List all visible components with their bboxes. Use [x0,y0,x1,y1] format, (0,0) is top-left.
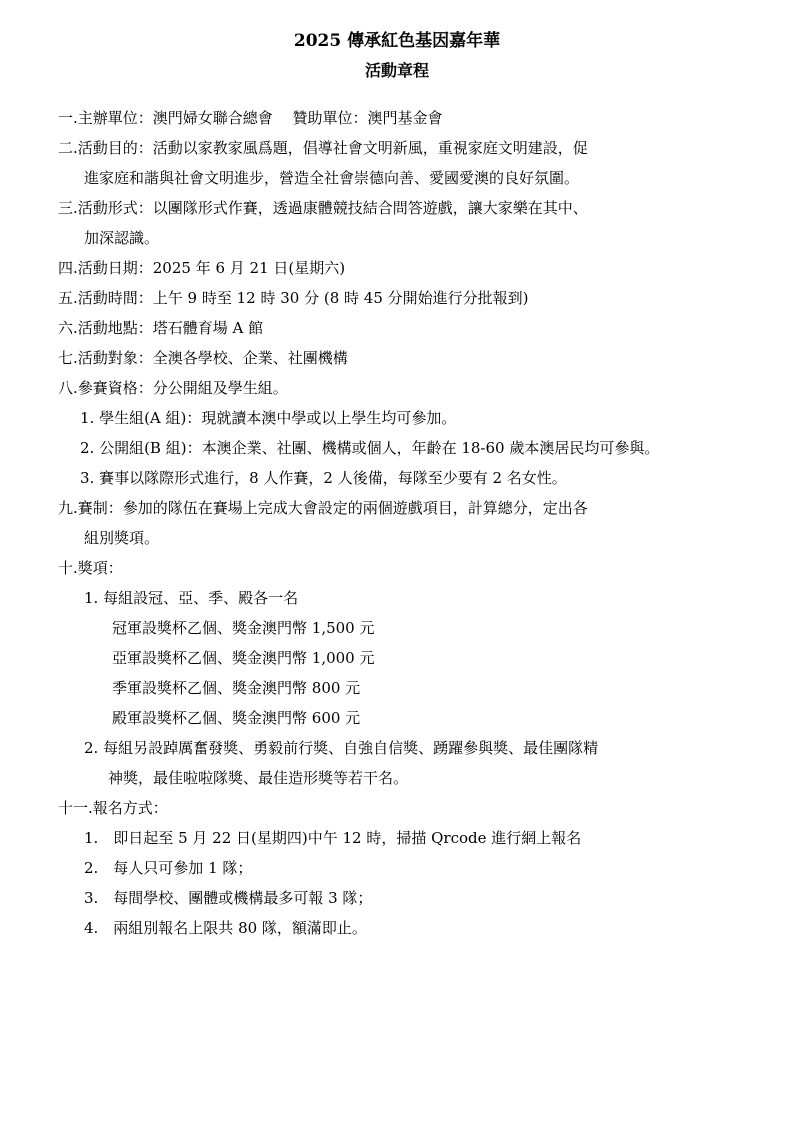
registration-item: 2. 每人只可參加 1 隊； [84,859,253,877]
section-format: 三.活動形式：以團隊形式作賽，透過康體競技結合問答遊戲，讓大家樂在其中、 [58,199,588,217]
section-awards: 十.獎項： [58,559,123,577]
section-format-cont: 加深認識。 [84,229,160,247]
award-line: 殿軍設獎杯乙個、獎金澳門幣 600 元 [112,709,361,727]
eligibility-item: 1. 學生組(A 組)：現就讀本澳中學或以上學生均可參加。 [80,409,457,427]
award-line: 季軍設獎杯乙個、獎金澳門幣 800 元 [112,679,361,697]
section-time: 五.活動時間：上午 9 時至 12 時 30 分 (8 時 45 分開始進行分批報到) [58,289,529,307]
award-line: 冠軍設獎杯乙個、獎金澳門幣 1,500 元 [112,619,375,637]
section-rules: 九.賽制：參加的隊伍在賽場上完成大會設定的兩個遊戲項目，計算總分，定出各 [58,499,588,517]
eligibility-item: 3. 賽事以隊際形式進行，8 人作賽，2 人後備，每隊至少要有 2 名女性。 [80,469,567,487]
section-rules-cont: 組別獎項。 [84,529,160,547]
section-organizer: 一.主辦單位：澳門婦女聯合總會 贊助單位：澳門基金會 [58,109,443,127]
registration-item: 3. 每間學校、團體或機構最多可報 3 隊； [84,889,373,907]
registration-item: 1. 即日起至 5 月 22 日(星期四)中午 12 時，掃描 Qrcode 進行網上報名 [84,829,582,847]
document-subtitle: 活動章程 [364,61,429,80]
section-target: 七.活動對象：全澳各學校、企業、社團機構 [58,349,348,367]
eligibility-item: 2. 公開組(B 組)：本澳企業、社團、機構或個人，年齡在 18-60 歲本澳居民均可參與。 [80,439,660,457]
awards-item: 1. 每組設冠、亞、季、殿各一名 [84,589,299,607]
section-venue: 六.活動地點：塔石體育場 A 館 [58,319,264,337]
document-title: 2025 傳承紅色基因嘉年華 [293,31,501,51]
awards-item: 2. 每組另設踔厲奮發獎、勇毅前行獎、自強自信獎、踴躍參與獎、最佳團隊精 [84,739,599,757]
section-eligibility: 八.參賽資格：分公開組及學生組。 [58,379,288,397]
registration-item: 4. 兩組別報名上限共 80 隊，額滿即止。 [84,919,367,937]
section-purpose-cont: 進家庭和諧與社會文明進步，營造全社會崇德向善、愛國愛澳的良好氛圍。 [84,169,580,187]
section-registration: 十一.報名方式： [58,799,168,817]
awards-item-cont: 神獎，最佳啦啦隊獎、最佳造形獎等若干名。 [108,769,409,787]
section-date: 四.活動日期：2025 年 6 月 21 日(星期六) [58,259,346,277]
award-line: 亞軍設獎杯乙個、獎金澳門幣 1,000 元 [112,649,375,667]
section-purpose: 二.活動目的：活動以家教家風爲題，倡導社會文明新風，重視家庭文明建設，促 [58,139,588,157]
